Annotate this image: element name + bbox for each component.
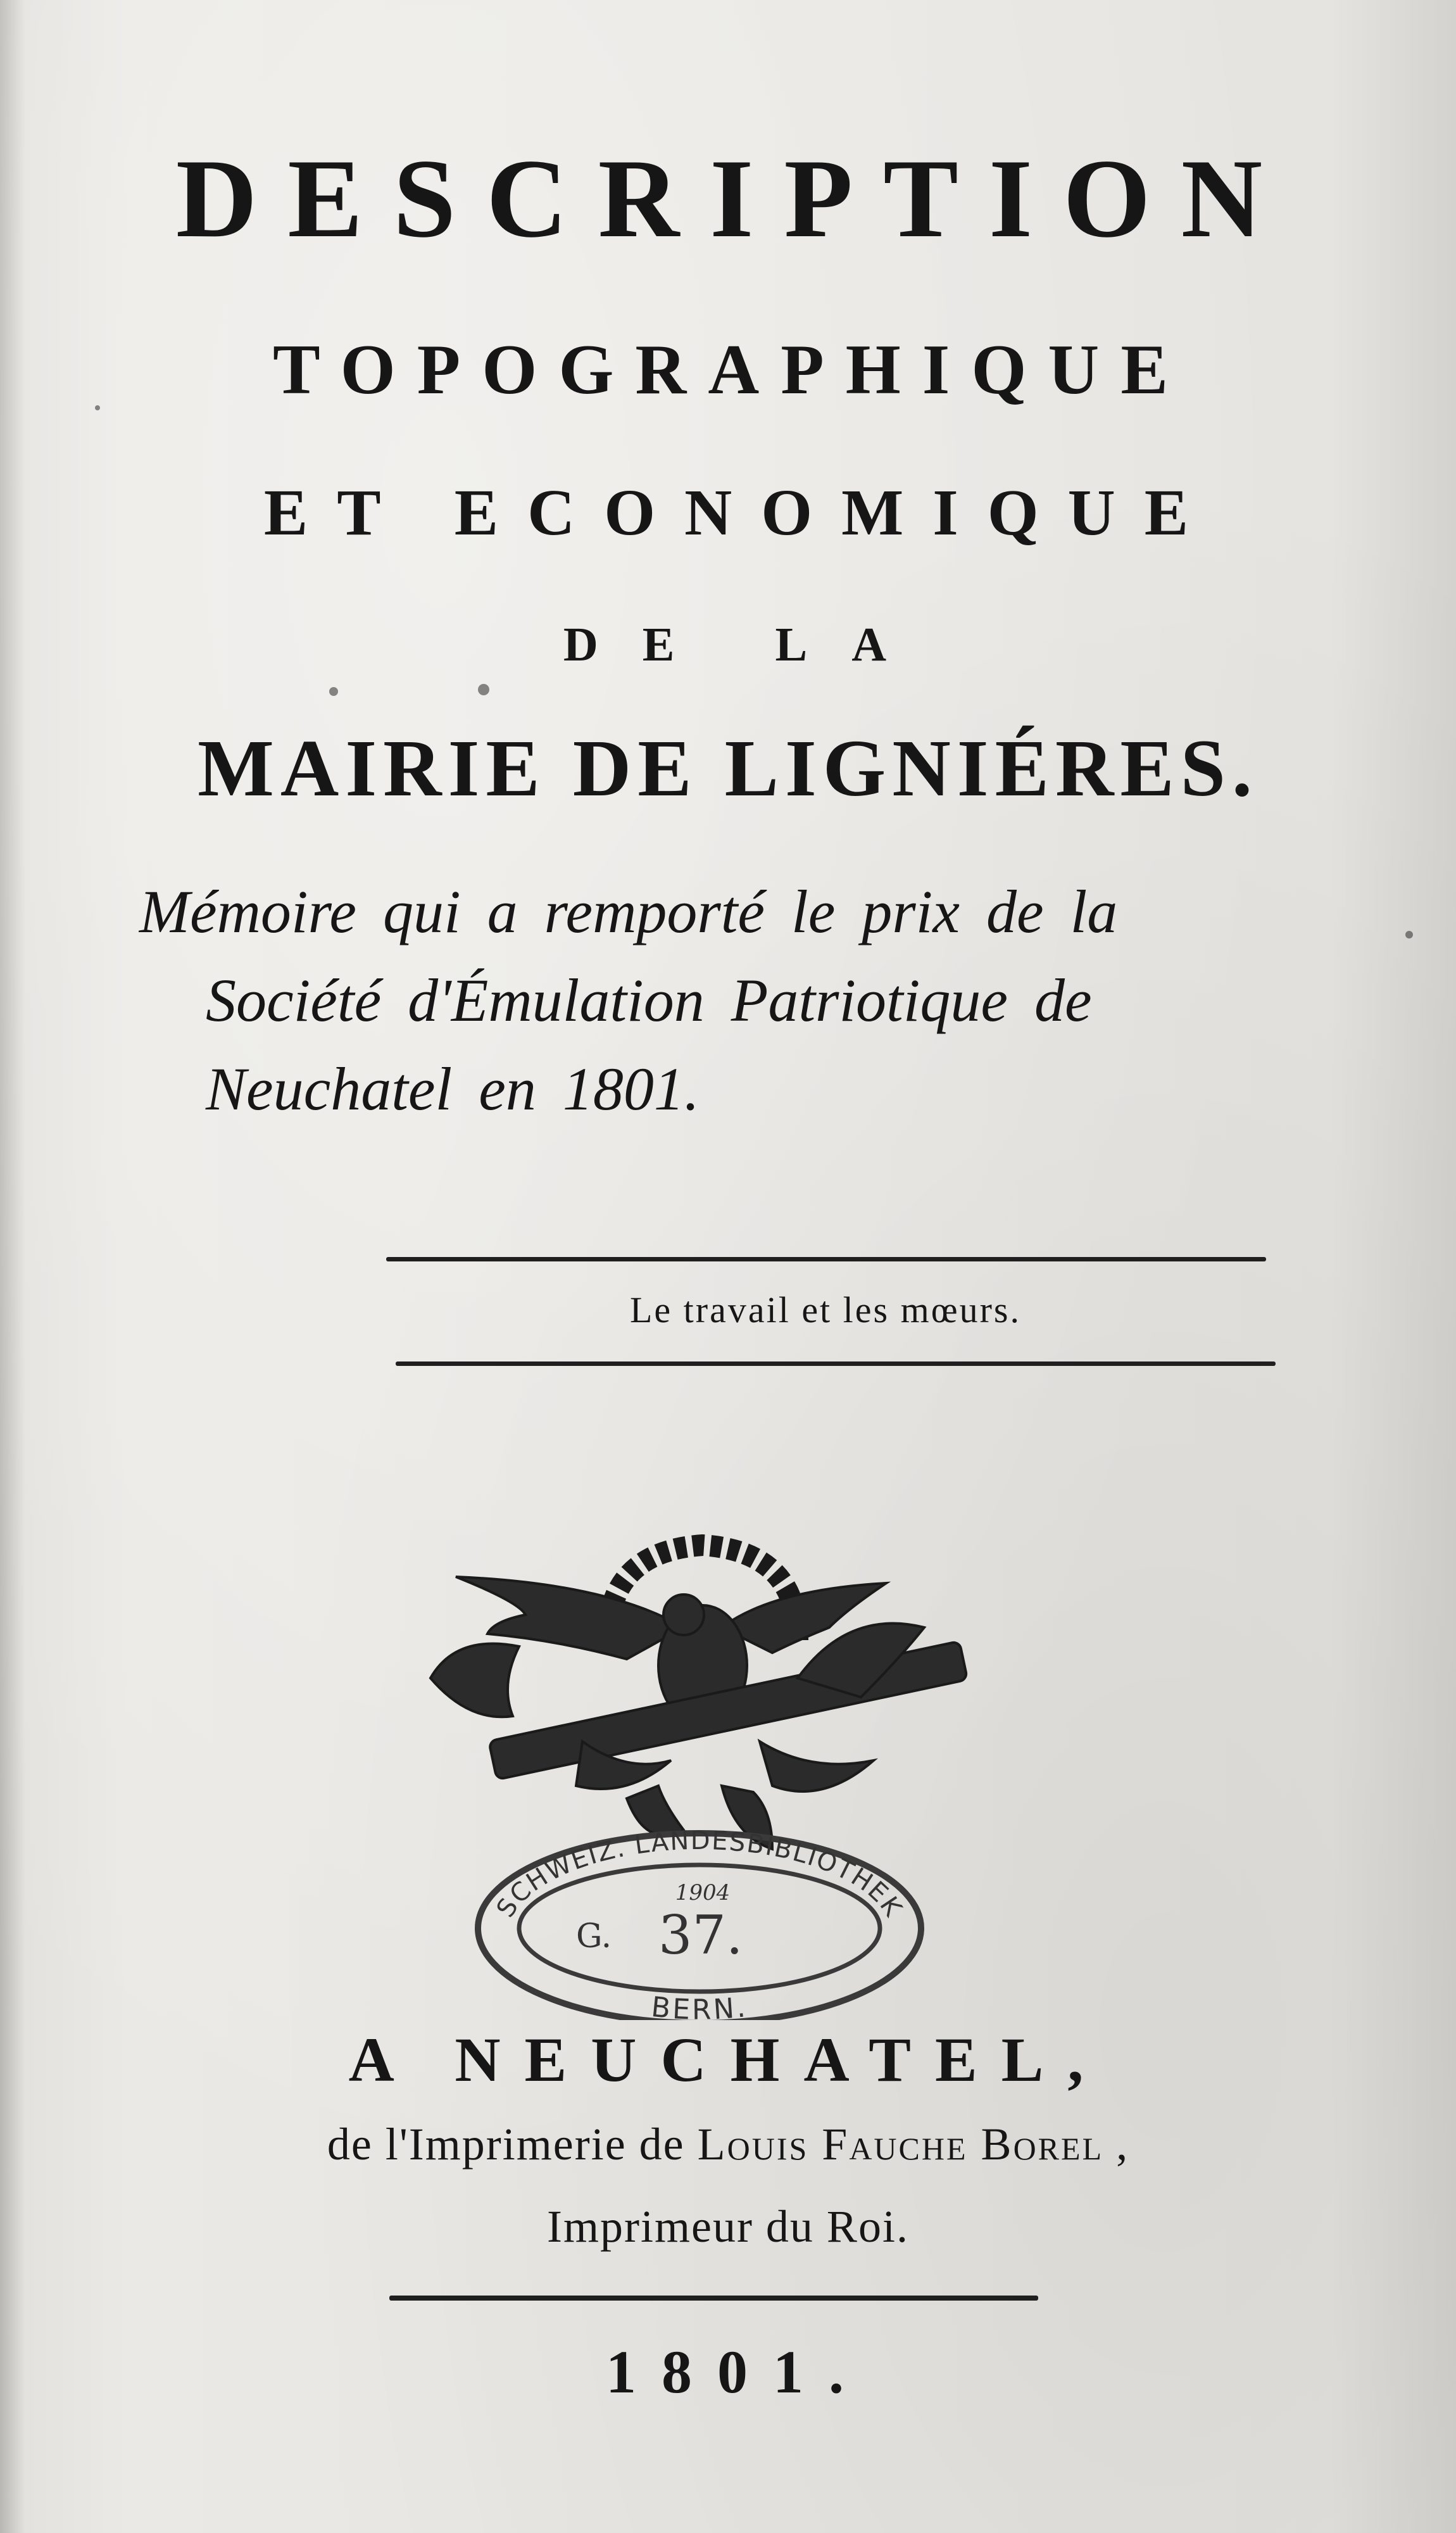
- imprint-printer-prefix: de l'Imprimerie de: [327, 2119, 698, 2170]
- paper-speck: [478, 684, 489, 695]
- svg-text:BERN.: [650, 1991, 749, 2020]
- subtitle-line: Mémoire qui a remporté le prix de la: [139, 878, 1118, 945]
- stamp-shelf-number: 37.: [658, 1904, 743, 1966]
- stamp-top-text: SCHWEIZ. LANDESBIBLIOTHEK: [491, 1826, 908, 1923]
- subtitle-line: Neuchatel en 1801.: [206, 1055, 700, 1123]
- imprint-printer-title: Imprimeur du Roi.: [547, 2201, 909, 2252]
- motto: Le travail et les mœurs.: [630, 1289, 1021, 1330]
- imprint-year: 1801.: [606, 2338, 869, 2406]
- stamp-shelf-letter: G.: [576, 1917, 612, 1955]
- subtitle-block: [139, 868, 1279, 1134]
- motto-rule-top: [386, 1257, 1266, 1261]
- imprint-place: A NEUCHATEL,: [348, 2025, 1108, 2095]
- imprint-printer-name: Louis Fauche Borel: [697, 2119, 1104, 2170]
- title-line-de-la: DE LA: [563, 618, 931, 671]
- motto-rule-bottom: [396, 1361, 1276, 1366]
- title-line-economique: ET ECONOMIQUE: [263, 476, 1218, 549]
- eagle-fasces-ornament: [418, 1532, 988, 1862]
- imprint-rule: [389, 2296, 1038, 2301]
- library-stamp: [468, 1817, 931, 2020]
- paper-speck: [1405, 931, 1413, 938]
- title-line-mairie: MAIRIE DE LIGNIÉRES.: [198, 723, 1258, 813]
- imprint-printer-suffix: ,: [1103, 2119, 1129, 2170]
- title-line-description: DESCRIPTION: [175, 136, 1293, 261]
- title-line-topographique: TOPOGRAPHIQUE: [272, 331, 1190, 409]
- subtitle-line: Société d'Émulation Patriotique de: [206, 966, 1092, 1034]
- stamp-bottom-text: BERN.: [650, 1990, 750, 2020]
- stamp-year: 1904: [675, 1880, 731, 1905]
- imprint-printer: [0, 2118, 1456, 2171]
- paper-speck: [329, 687, 338, 696]
